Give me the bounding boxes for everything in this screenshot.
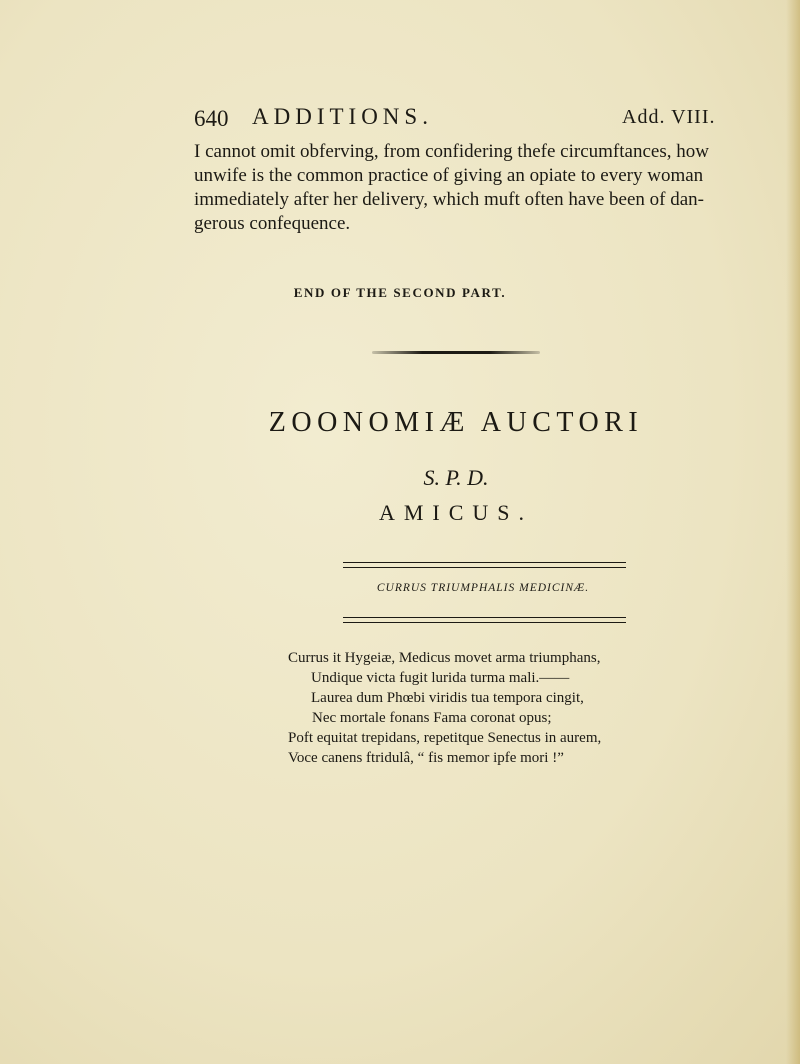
- page-edge-shadow: [786, 0, 800, 1064]
- poem-line: Undique victa fugit lurida turma mali.——: [311, 670, 570, 686]
- paragraph-line: gerous confequence.: [194, 213, 351, 234]
- dedication-signoff: AMICUS.: [378, 500, 534, 525]
- thick-divider-rule: [372, 351, 540, 354]
- end-of-part-heading: END OF THE SECOND PART.: [293, 285, 507, 300]
- paragraph-line: I cannot omit obferving, from confidering thefe circumftances, how: [194, 141, 709, 162]
- body-paragraph: [194, 140, 714, 236]
- dedication-title: ZOONOMIÆ AUCTORI: [268, 407, 644, 438]
- double-rule-top: [343, 562, 626, 568]
- poem-line: Nec mortale fonans Fama coronat opus;: [312, 710, 552, 726]
- section-label: Add. VIII.: [622, 106, 716, 128]
- paragraph-line: immediately after her delivery, which muft often have been of dan-: [194, 189, 704, 210]
- poem-body: [288, 648, 601, 768]
- poem-line: Laurea dum Phœbi viridis tua tempora cingit,: [311, 690, 584, 706]
- poem-line: Currus it Hygeiæ, Medicus movet arma triumphans,: [288, 650, 601, 666]
- dedication-initials: S. P. D.: [423, 465, 489, 490]
- running-title: ADDITIONS.: [252, 104, 433, 129]
- poem-line: Poft equitat trepidans, repetitque Senectus in aurem,: [288, 730, 602, 746]
- paragraph-line: unwife is the common practice of giving an opiate to every woman: [194, 165, 704, 186]
- page-number: 640: [194, 106, 229, 131]
- double-rule-bottom: [343, 617, 626, 623]
- poem-title: CURRUS TRIUMPHALIS MEDICINÆ.: [376, 582, 590, 594]
- page-header: [194, 104, 794, 134]
- poem-line: Voce canens ftridulâ, “ fis memor ipfe mori !”: [288, 750, 564, 766]
